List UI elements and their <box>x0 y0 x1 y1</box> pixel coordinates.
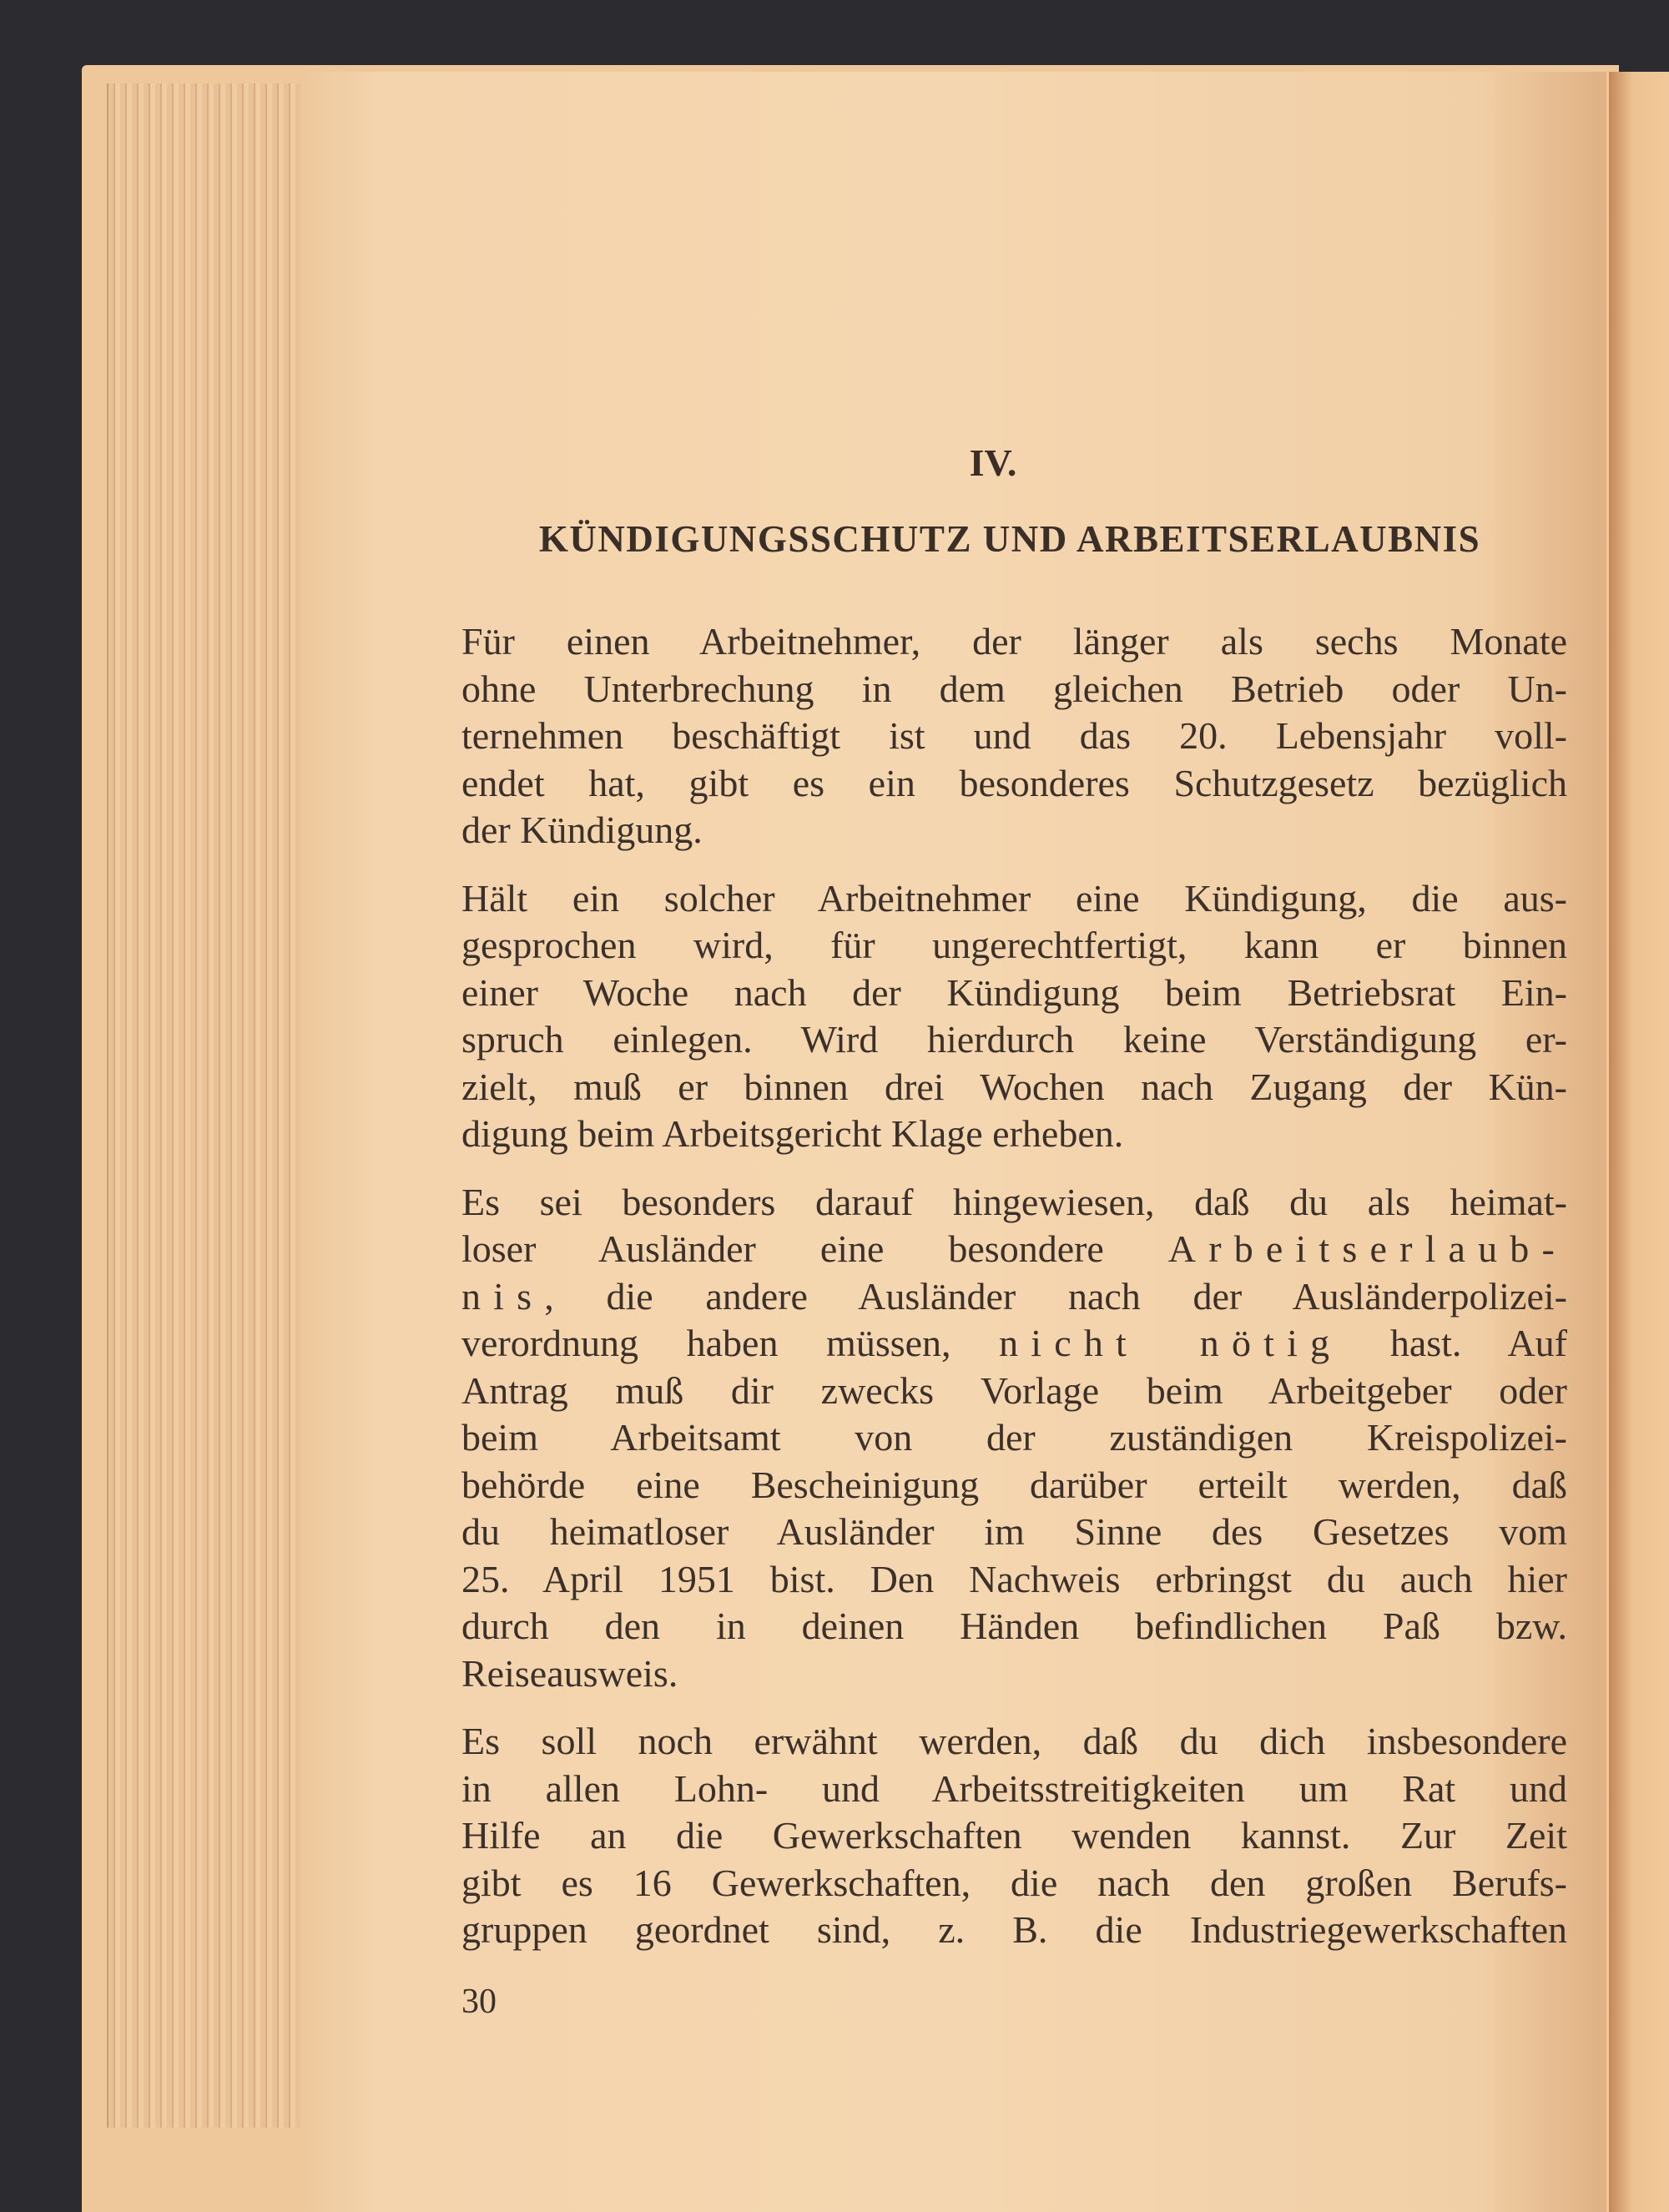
text-line <box>461 1556 1567 1604</box>
text-line <box>461 1603 1567 1650</box>
text-line <box>461 875 1567 923</box>
text-segment: einer Woche nach der Kündigung beim Betriebsrat Ein- <box>461 970 1567 1014</box>
text-line <box>461 1179 1567 1227</box>
body-text <box>461 618 1567 1975</box>
text-line <box>461 807 1567 854</box>
text-segment: du heimatloser Ausländer im Sinne des Gesetzes vom <box>461 1510 1567 1553</box>
text-line <box>461 1907 1567 1954</box>
text-line <box>461 1509 1567 1556</box>
text-line <box>461 760 1567 808</box>
text-segment: ternehmen beschäftigt ist und das 20. Lebensjahr voll- <box>461 714 1567 757</box>
text-line <box>461 1320 1567 1368</box>
emphasized-spaced-text: nis <box>461 1274 545 1318</box>
text-line <box>461 1860 1567 1907</box>
text-segment: endet hat, gibt es ein besonderes Schutzgesetz bezüglich <box>461 761 1567 804</box>
text-segment: Für einen Arbeitnehmer, der länger als sechs Monate <box>461 620 1567 663</box>
text-line <box>461 1368 1567 1415</box>
text-line <box>461 713 1567 760</box>
page-edges <box>107 83 305 2128</box>
text-segment: verordnung haben müssen, <box>461 1322 1000 1364</box>
text-segment: digung beim Arbeitsgericht Klage erheben. <box>461 1112 1124 1155</box>
next-page-edge <box>1609 72 1669 2212</box>
emphasized-spaced-text: Arbeitserlaub- <box>1167 1227 1567 1270</box>
text-segment: Reiseausweis. <box>461 1651 678 1695</box>
text-line <box>461 1016 1567 1064</box>
text-line <box>461 1226 1567 1273</box>
text-segment: spruch einlegen. Wird hierdurch keine Verständigung er- <box>461 1018 1567 1061</box>
emphasized-spaced-text: nicht nötig <box>999 1322 1343 1364</box>
text-segment: loser Ausländer eine besondere <box>461 1227 1168 1270</box>
paragraph <box>461 1718 1567 1954</box>
text-segment: , die andere Ausländer nach der Ausländerpolizei- <box>544 1274 1567 1318</box>
text-segment: Hilfe an die Gewerkschaften wenden kannst. Zur Zeit <box>461 1814 1567 1857</box>
text-segment: der Kündigung. <box>461 809 703 851</box>
text-segment: gibt es 16 Gewerkschaften, die nach den großen Berufs- <box>461 1861 1567 1904</box>
text-line <box>461 618 1567 666</box>
text-segment: gesprochen wird, für ungerechtfertigt, kann er binnen <box>461 924 1567 966</box>
text-line <box>461 1812 1567 1860</box>
text-segment: in allen Lohn- und Arbeitsstreitigkeiten um Rat und <box>461 1766 1567 1810</box>
text-line <box>461 1273 1567 1321</box>
text-segment: hast. Auf <box>1342 1322 1567 1364</box>
text-segment: durch den in deinen Händen befindlichen Paß bzw. <box>461 1605 1567 1647</box>
text-line <box>461 970 1567 1017</box>
text-segment: Hält ein solcher Arbeitnehmer eine Kündigung, die aus- <box>461 876 1567 920</box>
text-segment: Antrag muß dir zwecks Vorlage beim Arbeitgeber oder <box>461 1368 1567 1412</box>
text-line <box>461 1462 1567 1509</box>
text-line <box>461 1650 1567 1698</box>
text-segment: zielt, muß er binnen drei Wochen nach Zugang der Kün- <box>461 1065 1567 1108</box>
text-line <box>461 922 1567 970</box>
text-line <box>461 1414 1567 1462</box>
text-line <box>461 1766 1567 1813</box>
text-segment: beim Arbeitsamt von der zuständigen Kreispolizei- <box>461 1416 1567 1459</box>
text-line <box>461 1064 1567 1111</box>
text-segment: ohne Unterbrechung in dem gleichen Betrieb oder Un- <box>461 667 1567 710</box>
chapter-title: KÜNDIGUNGSSCHUTZ UND ARBEITSERLAUBNIS <box>538 518 1481 560</box>
paragraph <box>461 618 1567 854</box>
paragraph <box>461 1179 1567 1698</box>
text-segment: behörde eine Bescheinigung darüber erteilt werden, daß <box>461 1463 1567 1506</box>
paragraph <box>461 875 1567 1158</box>
text-segment: 25. April 1951 bist. Den Nachweis erbringst du auch hier <box>461 1557 1567 1600</box>
text-segment: Es sei besonders darauf hingewiesen, daß du als heimat- <box>461 1180 1567 1223</box>
chapter-number: IV. <box>969 441 1017 484</box>
text-segment: gruppen geordnet sind, z. B. die Industriegewerkschaften <box>461 1908 1567 1951</box>
text-line <box>461 1718 1567 1766</box>
text-line <box>461 666 1567 713</box>
page-number: 30 <box>461 1983 497 2021</box>
text-line <box>461 1111 1567 1158</box>
text-segment: Es soll noch erwähnt werden, daß du dich insbesondere <box>461 1720 1567 1762</box>
